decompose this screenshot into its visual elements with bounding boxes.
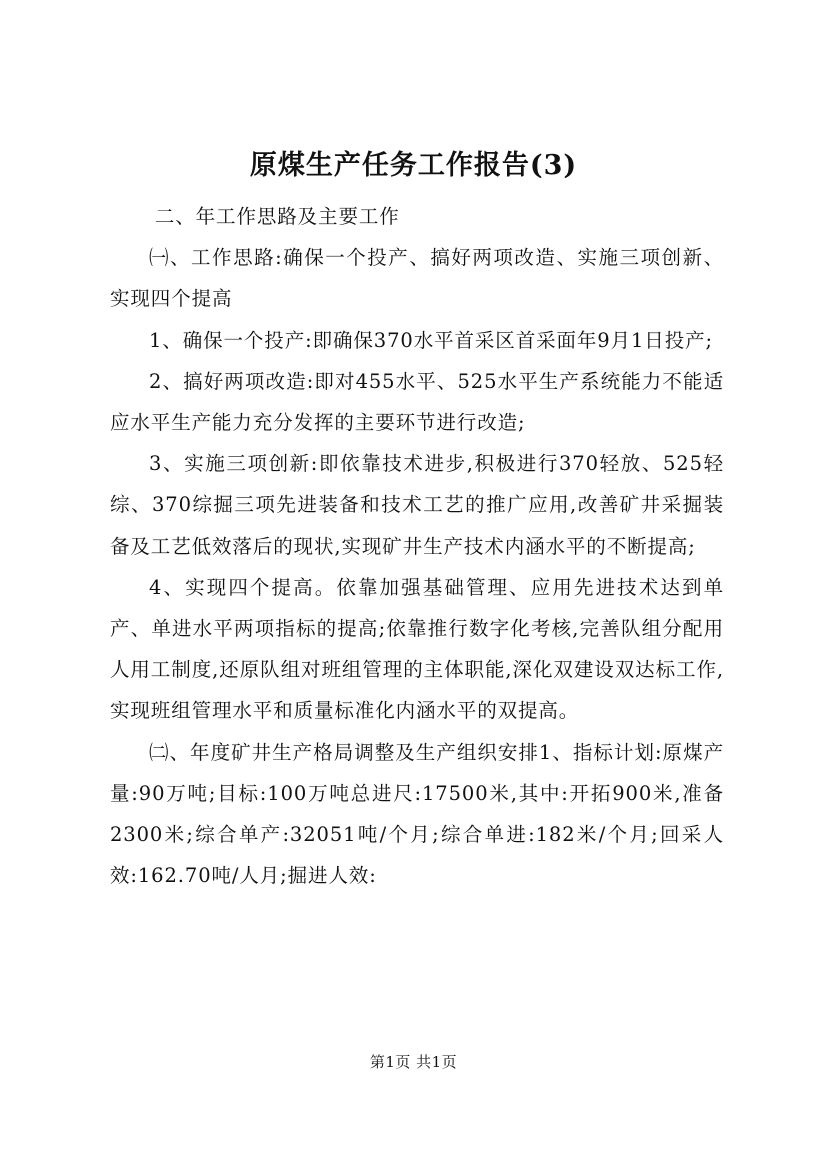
- paragraph: ㈠、工作思路:确保一个投产、搞好两项改造、实施三项创新、实现四个提高: [110, 246, 724, 311]
- paragraph: 1、确保一个投产:即确保370水平首采区首采面年9月1日投产;: [149, 328, 713, 352]
- paragraph: ㈡、年度矿井生产格局调整及生产组织安排1、指标计划:原煤产量:90万吨;目标:100万吨总进尺:17500米,其中:开拓900米,准备2300米;综合单产:32051吨/个月;综合单进:182米/个月;回采人效:162.70吨/人月;掘进人效:: [110, 740, 724, 888]
- document-title: 原煤生产任务工作报告(3): [249, 150, 578, 181]
- page-footer: 第1页 共1页: [369, 1053, 458, 1071]
- document-body: [110, 196, 724, 896]
- paragraph: 3、实施三项创新:即依靠技术进步,积极进行370轻放、525轻综、370综掘三项先进装备和技术工艺的推广应用,改善矿井采掘装备及工艺低效落后的现状,实现矿井生产技术内涵水平的不断提高;: [110, 452, 724, 558]
- paragraph: 2、搞好两项改造:即对455水平、525水平生产系统能力不能适应水平生产能力充分发挥的主要环节进行改造;: [110, 369, 724, 435]
- section-heading: 二、年工作思路及主要工作: [154, 205, 400, 228]
- paragraph: 4、实现四个提高。依靠加强基础管理、应用先进技术达到单产、单进水平两项指标的提高;依靠推行数字化考核,完善队组分配用人用工制度,还原队组对班组管理的主体职能,深化双建设双达标工作,实现班组管理水平和质量标准化内涵水平的双提高。: [110, 575, 724, 723]
